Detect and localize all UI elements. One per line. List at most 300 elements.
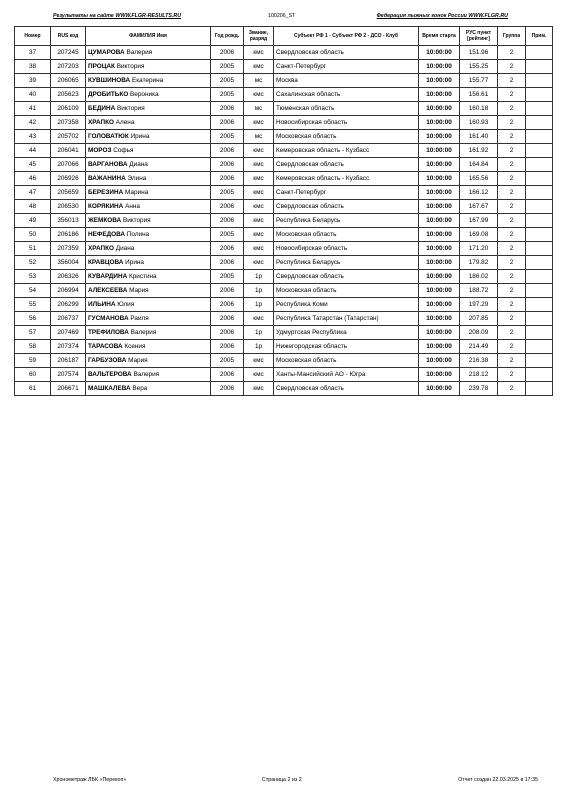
cell-points: 155.77 <box>460 74 498 88</box>
table-row <box>15 326 553 340</box>
athlete-first-name: Валерия <box>130 329 157 336</box>
cell-rank: кмс <box>244 242 274 256</box>
cell-start-time: 10:00:00 <box>419 116 460 130</box>
cell-name <box>86 312 211 326</box>
cell-name <box>86 368 211 382</box>
cell-rus-code: 356004 <box>51 256 86 270</box>
table-row <box>15 228 553 242</box>
cell-start-time: 10:00:00 <box>419 298 460 312</box>
athlete-surname: ТРЕФИЛОВА <box>88 329 129 336</box>
cell-name <box>86 102 211 116</box>
athlete-surname: КОРЯКИНА <box>88 203 124 210</box>
athlete-first-name: Мария <box>129 287 149 294</box>
athlete-first-name: Кристина <box>128 273 157 280</box>
athlete-first-name: Полина <box>126 231 150 238</box>
cell-number: 54 <box>15 284 51 298</box>
cell-start-time: 10:00:00 <box>419 74 460 88</box>
cell-start-time: 10:00:00 <box>419 214 460 228</box>
athlete-first-name: Мария <box>128 357 148 364</box>
cell-rus-code: 207469 <box>51 326 86 340</box>
col-header-number: Номер <box>15 27 51 46</box>
cell-number: 49 <box>15 214 51 228</box>
cell-rank: 1р <box>244 298 274 312</box>
cell-points: 207.85 <box>460 312 498 326</box>
cell-rus-code: 206041 <box>51 144 86 158</box>
cell-note <box>526 368 553 382</box>
cell-points: 155.25 <box>460 60 498 74</box>
cell-group: 2 <box>498 312 526 326</box>
cell-start-time: 10:00:00 <box>419 340 460 354</box>
table-row <box>15 354 553 368</box>
cell-rus-code: 206530 <box>51 200 86 214</box>
cell-birth-year: 2005 <box>211 186 244 200</box>
cell-number: 57 <box>15 326 51 340</box>
athlete-first-name: Ксения <box>124 343 146 350</box>
cell-rus-code: 356013 <box>51 214 86 228</box>
cell-birth-year: 2006 <box>211 200 244 214</box>
cell-group: 2 <box>498 186 526 200</box>
cell-rus-code: 207358 <box>51 116 86 130</box>
table-row <box>15 144 553 158</box>
cell-note <box>526 200 553 214</box>
cell-region: Московская область <box>274 130 419 144</box>
table-row <box>15 46 553 60</box>
cell-rus-code: 207374 <box>51 340 86 354</box>
table-row <box>15 60 553 74</box>
athlete-first-name: Валерия <box>133 371 160 378</box>
cell-region: Удмуртская Республика <box>274 326 419 340</box>
athlete-surname: НЕФЕДОВА <box>88 231 126 238</box>
cell-number: 42 <box>15 116 51 130</box>
cell-rus-code: 206109 <box>51 102 86 116</box>
cell-rus-code: 207359 <box>51 242 86 256</box>
col-header-rus-code: RUS код <box>51 27 86 46</box>
cell-name <box>86 382 211 396</box>
cell-number: 44 <box>15 144 51 158</box>
cell-rus-code: 206187 <box>51 354 86 368</box>
cell-note <box>526 158 553 172</box>
cell-note <box>526 270 553 284</box>
cell-rank: кмс <box>244 200 274 214</box>
cell-name <box>86 186 211 200</box>
cell-group: 2 <box>498 172 526 186</box>
cell-region: Республика Беларусь <box>274 214 419 228</box>
cell-rank: кмс <box>244 46 274 60</box>
cell-start-time: 10:00:00 <box>419 382 460 396</box>
table-row <box>15 172 553 186</box>
cell-group: 2 <box>498 158 526 172</box>
table-row <box>15 368 553 382</box>
cell-group: 2 <box>498 340 526 354</box>
cell-rank: 1р <box>244 270 274 284</box>
cell-rank: кмс <box>244 144 274 158</box>
cell-points: 156.61 <box>460 88 498 102</box>
cell-points: 218.12 <box>460 368 498 382</box>
cell-number: 43 <box>15 130 51 144</box>
cell-note <box>526 284 553 298</box>
header-federation-link[interactable]: Федерация лыжных гонок России WWW.FLGR.RU <box>376 13 508 19</box>
cell-number: 48 <box>15 200 51 214</box>
cell-region: Нижегородская область <box>274 340 419 354</box>
table-row <box>15 298 553 312</box>
table-row <box>15 214 553 228</box>
cell-number: 59 <box>15 354 51 368</box>
athlete-first-name: Екатерина <box>131 77 164 84</box>
athlete-first-name: Диана <box>129 161 148 168</box>
cell-group: 2 <box>498 298 526 312</box>
cell-points: 239.78 <box>460 382 498 396</box>
athlete-first-name: Виктория <box>117 105 145 112</box>
col-header-note: Прим. <box>526 27 553 46</box>
cell-region: Ханты-Мансийский АО - Югра <box>274 368 419 382</box>
athlete-surname: ВАЛЬТЕРОВА <box>88 371 132 378</box>
cell-birth-year: 2006 <box>211 214 244 228</box>
cell-number: 45 <box>15 158 51 172</box>
cell-start-time: 10:00:00 <box>419 242 460 256</box>
cell-number: 37 <box>15 46 51 60</box>
col-header-points: РУС пункт [рейтинг] <box>460 27 498 46</box>
cell-group: 2 <box>498 60 526 74</box>
cell-points: 167.67 <box>460 200 498 214</box>
cell-start-time: 10:00:00 <box>419 186 460 200</box>
cell-points: 197.29 <box>460 298 498 312</box>
cell-points: 165.56 <box>460 172 498 186</box>
cell-group: 2 <box>498 46 526 60</box>
cell-name <box>86 144 211 158</box>
cell-birth-year: 2006 <box>211 284 244 298</box>
cell-name <box>86 256 211 270</box>
cell-birth-year: 2005 <box>211 228 244 242</box>
athlete-surname: МАШКАЛЕВА <box>88 385 131 392</box>
cell-name <box>86 158 211 172</box>
cell-region: Свердловская область <box>274 158 419 172</box>
cell-note <box>526 88 553 102</box>
cell-points: 214.49 <box>460 340 498 354</box>
athlete-surname: ВАЖАНИНА <box>88 175 126 182</box>
table-row <box>15 116 553 130</box>
cell-points: 151.96 <box>460 46 498 60</box>
cell-rank: кмс <box>244 186 274 200</box>
cell-region: Московская область <box>274 284 419 298</box>
table-row <box>15 382 553 396</box>
cell-group: 2 <box>498 284 526 298</box>
cell-number: 61 <box>15 382 51 396</box>
cell-start-time: 10:00:00 <box>419 270 460 284</box>
cell-points: 160.18 <box>460 102 498 116</box>
cell-group: 2 <box>498 326 526 340</box>
cell-rank: кмс <box>244 368 274 382</box>
cell-rank: кмс <box>244 256 274 270</box>
table-header-row <box>15 27 553 46</box>
cell-points: 186.02 <box>460 270 498 284</box>
cell-name <box>86 46 211 60</box>
cell-number: 41 <box>15 102 51 116</box>
cell-group: 2 <box>498 214 526 228</box>
cell-name <box>86 88 211 102</box>
cell-rus-code: 206326 <box>51 270 86 284</box>
cell-group: 2 <box>498 228 526 242</box>
cell-note <box>526 186 553 200</box>
cell-region: Свердловская область <box>274 382 419 396</box>
cell-number: 38 <box>15 60 51 74</box>
cell-name <box>86 284 211 298</box>
cell-rus-code: 206994 <box>51 284 86 298</box>
cell-birth-year: 2006 <box>211 382 244 396</box>
cell-start-time: 10:00:00 <box>419 172 460 186</box>
cell-note <box>526 214 553 228</box>
athlete-surname: ЦУМАРОВА <box>88 49 125 56</box>
cell-rank: кмс <box>244 228 274 242</box>
cell-name <box>86 130 211 144</box>
athlete-surname: ХРАПКО <box>88 119 114 126</box>
cell-birth-year: 2005 <box>211 130 244 144</box>
col-header-group: Группа <box>498 27 526 46</box>
table-row <box>15 270 553 284</box>
cell-rus-code: 206186 <box>51 228 86 242</box>
cell-rus-code: 206737 <box>51 312 86 326</box>
cell-start-time: 10:00:00 <box>419 354 460 368</box>
cell-birth-year: 2006 <box>211 298 244 312</box>
cell-group: 2 <box>498 88 526 102</box>
cell-rus-code: 207574 <box>51 368 86 382</box>
cell-group: 2 <box>498 368 526 382</box>
cell-points: 164.84 <box>460 158 498 172</box>
cell-region: Кемеровская область - Кузбасс <box>274 172 419 186</box>
cell-points: 167.99 <box>460 214 498 228</box>
athlete-surname: МОРОЗ <box>88 147 112 154</box>
athlete-first-name: Раиля <box>130 315 149 322</box>
athlete-surname: КУВАРДИНА <box>88 273 128 280</box>
cell-note <box>526 382 553 396</box>
header-site-link[interactable]: Результаты на сайте WWW.FLGR-RESULTS.RU <box>53 13 182 19</box>
athlete-surname: ХРАПКО <box>88 245 114 252</box>
athlete-surname: ГУСМАНОВА <box>88 315 129 322</box>
cell-rus-code: 207066 <box>51 158 86 172</box>
cell-birth-year: 2005 <box>211 270 244 284</box>
cell-rus-code: 206299 <box>51 298 86 312</box>
cell-rank: кмс <box>244 88 274 102</box>
athlete-first-name: Ирина <box>130 133 150 140</box>
cell-group: 2 <box>498 116 526 130</box>
athlete-first-name: Алена <box>115 119 135 126</box>
cell-note <box>526 354 553 368</box>
cell-birth-year: 2006 <box>211 102 244 116</box>
cell-region: Свердловская область <box>274 200 419 214</box>
cell-rank: кмс <box>244 312 274 326</box>
cell-points: 188.72 <box>460 284 498 298</box>
cell-group: 2 <box>498 242 526 256</box>
cell-rus-code: 206065 <box>51 74 86 88</box>
cell-region: Новосибирская область <box>274 116 419 130</box>
cell-group: 2 <box>498 382 526 396</box>
cell-rus-code: 207245 <box>51 46 86 60</box>
cell-note <box>526 46 553 60</box>
cell-region: Республика Беларусь <box>274 256 419 270</box>
cell-rank: кмс <box>244 382 274 396</box>
cell-name <box>86 326 211 340</box>
cell-note <box>526 298 553 312</box>
cell-group: 2 <box>498 270 526 284</box>
athlete-first-name: Виктория <box>122 217 151 224</box>
cell-note <box>526 60 553 74</box>
cell-region: Новосибирская область <box>274 242 419 256</box>
cell-start-time: 10:00:00 <box>419 326 460 340</box>
table-row <box>15 74 553 88</box>
cell-rus-code: 207203 <box>51 60 86 74</box>
cell-note <box>526 256 553 270</box>
cell-region: Кемеровская область - Кузбасс <box>274 144 419 158</box>
cell-points: 216.38 <box>460 354 498 368</box>
athlete-first-name: Софья <box>113 147 134 154</box>
cell-start-time: 10:00:00 <box>419 130 460 144</box>
cell-group: 2 <box>498 256 526 270</box>
cell-note <box>526 102 553 116</box>
cell-rank: кмс <box>244 60 274 74</box>
cell-region: Свердловская область <box>274 270 419 284</box>
cell-rus-code: 206926 <box>51 172 86 186</box>
cell-points: 171.20 <box>460 242 498 256</box>
cell-number: 58 <box>15 340 51 354</box>
cell-rank: мс <box>244 102 274 116</box>
cell-note <box>526 116 553 130</box>
athlete-first-name: Валерия <box>126 49 153 56</box>
cell-number: 47 <box>15 186 51 200</box>
cell-name <box>86 200 211 214</box>
cell-birth-year: 2006 <box>211 326 244 340</box>
cell-name <box>86 298 211 312</box>
cell-name <box>86 242 211 256</box>
cell-name <box>86 116 211 130</box>
cell-note <box>526 74 553 88</box>
cell-start-time: 10:00:00 <box>419 284 460 298</box>
athlete-first-name: Марина <box>125 189 149 196</box>
cell-region: Санкт-Петербург <box>274 60 419 74</box>
cell-rank: кмс <box>244 214 274 228</box>
col-header-name: ФАМИЛИЯ Имя <box>86 27 211 46</box>
athlete-first-name: Элина <box>127 175 147 182</box>
cell-start-time: 10:00:00 <box>419 368 460 382</box>
cell-number: 50 <box>15 228 51 242</box>
cell-rank: кмс <box>244 158 274 172</box>
cell-start-time: 10:00:00 <box>419 60 460 74</box>
athlete-surname: КРАВЦОВА <box>88 259 124 266</box>
cell-start-time: 10:00:00 <box>419 102 460 116</box>
col-header-rank: Звание, разряд <box>244 27 274 46</box>
table-row <box>15 88 553 102</box>
cell-region: Тюменская область <box>274 102 419 116</box>
cell-birth-year: 2006 <box>211 172 244 186</box>
cell-points: 169.08 <box>460 228 498 242</box>
athlete-first-name: Вероника <box>130 91 159 98</box>
cell-points: 166.12 <box>460 186 498 200</box>
cell-birth-year: 2006 <box>211 144 244 158</box>
cell-birth-year: 2006 <box>211 368 244 382</box>
cell-region: Московская область <box>274 354 419 368</box>
table-row <box>15 200 553 214</box>
cell-name <box>86 228 211 242</box>
athlete-first-name: Ирина <box>125 259 144 266</box>
cell-start-time: 10:00:00 <box>419 200 460 214</box>
cell-rank: 1р <box>244 340 274 354</box>
athlete-surname: ДРОБИТЬКО <box>88 91 129 98</box>
cell-start-time: 10:00:00 <box>419 256 460 270</box>
table-row <box>15 284 553 298</box>
table-row <box>15 256 553 270</box>
athlete-surname: ГАРБУЗОВА <box>88 357 127 364</box>
footer-page-number: Страница 2 из 2 <box>262 777 302 783</box>
cell-points: 161.92 <box>460 144 498 158</box>
cell-rus-code: 205623 <box>51 88 86 102</box>
athlete-surname: КУВШИНОВА <box>88 77 131 84</box>
cell-group: 2 <box>498 200 526 214</box>
table-row <box>15 158 553 172</box>
cell-birth-year: 2006 <box>211 242 244 256</box>
cell-points: 160.93 <box>460 116 498 130</box>
cell-birth-year: 2005 <box>211 354 244 368</box>
cell-start-time: 10:00:00 <box>419 46 460 60</box>
cell-birth-year: 2006 <box>211 256 244 270</box>
cell-rank: 1р <box>244 284 274 298</box>
cell-number: 55 <box>15 298 51 312</box>
athlete-surname: ЖЕМКОВА <box>88 217 122 224</box>
col-header-start-time: Время старта <box>419 27 460 46</box>
cell-birth-year: 2005 <box>211 60 244 74</box>
cell-rus-code: 206671 <box>51 382 86 396</box>
cell-note <box>526 172 553 186</box>
athlete-surname: БЕРЕЗИНА <box>88 189 124 196</box>
cell-name <box>86 60 211 74</box>
table-row <box>15 312 553 326</box>
table-row <box>15 242 553 256</box>
cell-number: 52 <box>15 256 51 270</box>
cell-note <box>526 144 553 158</box>
cell-name <box>86 270 211 284</box>
athlete-surname: ПРОЦАК <box>88 63 115 70</box>
athlete-surname: ВАРГАНОВА <box>88 161 128 168</box>
cell-region: Москва <box>274 74 419 88</box>
cell-note <box>526 326 553 340</box>
cell-rank: кмс <box>244 116 274 130</box>
cell-note <box>526 312 553 326</box>
cell-points: 179.82 <box>460 256 498 270</box>
cell-note <box>526 340 553 354</box>
cell-rank: мс <box>244 74 274 88</box>
cell-number: 51 <box>15 242 51 256</box>
athlete-first-name: Вера <box>132 385 148 392</box>
cell-group: 2 <box>498 354 526 368</box>
cell-rank: 1р <box>244 326 274 340</box>
cell-note <box>526 130 553 144</box>
athlete-surname: ИЛЬИНА <box>88 301 116 308</box>
cell-region: Московская область <box>274 228 419 242</box>
cell-start-time: 10:00:00 <box>419 312 460 326</box>
header-event-code: 100206_ST <box>268 13 296 19</box>
athlete-first-name: Диана <box>115 245 135 252</box>
cell-region: Сахалинская область <box>274 88 419 102</box>
cell-name <box>86 340 211 354</box>
cell-name <box>86 214 211 228</box>
cell-number: 56 <box>15 312 51 326</box>
cell-start-time: 10:00:00 <box>419 88 460 102</box>
cell-rus-code: 205659 <box>51 186 86 200</box>
cell-birth-year: 2006 <box>211 46 244 60</box>
cell-rank: кмс <box>244 172 274 186</box>
cell-number: 46 <box>15 172 51 186</box>
cell-note <box>526 242 553 256</box>
cell-start-time: 10:00:00 <box>419 144 460 158</box>
cell-points: 161.40 <box>460 130 498 144</box>
athlete-surname: ГОЛОВАТЮК <box>88 133 129 140</box>
